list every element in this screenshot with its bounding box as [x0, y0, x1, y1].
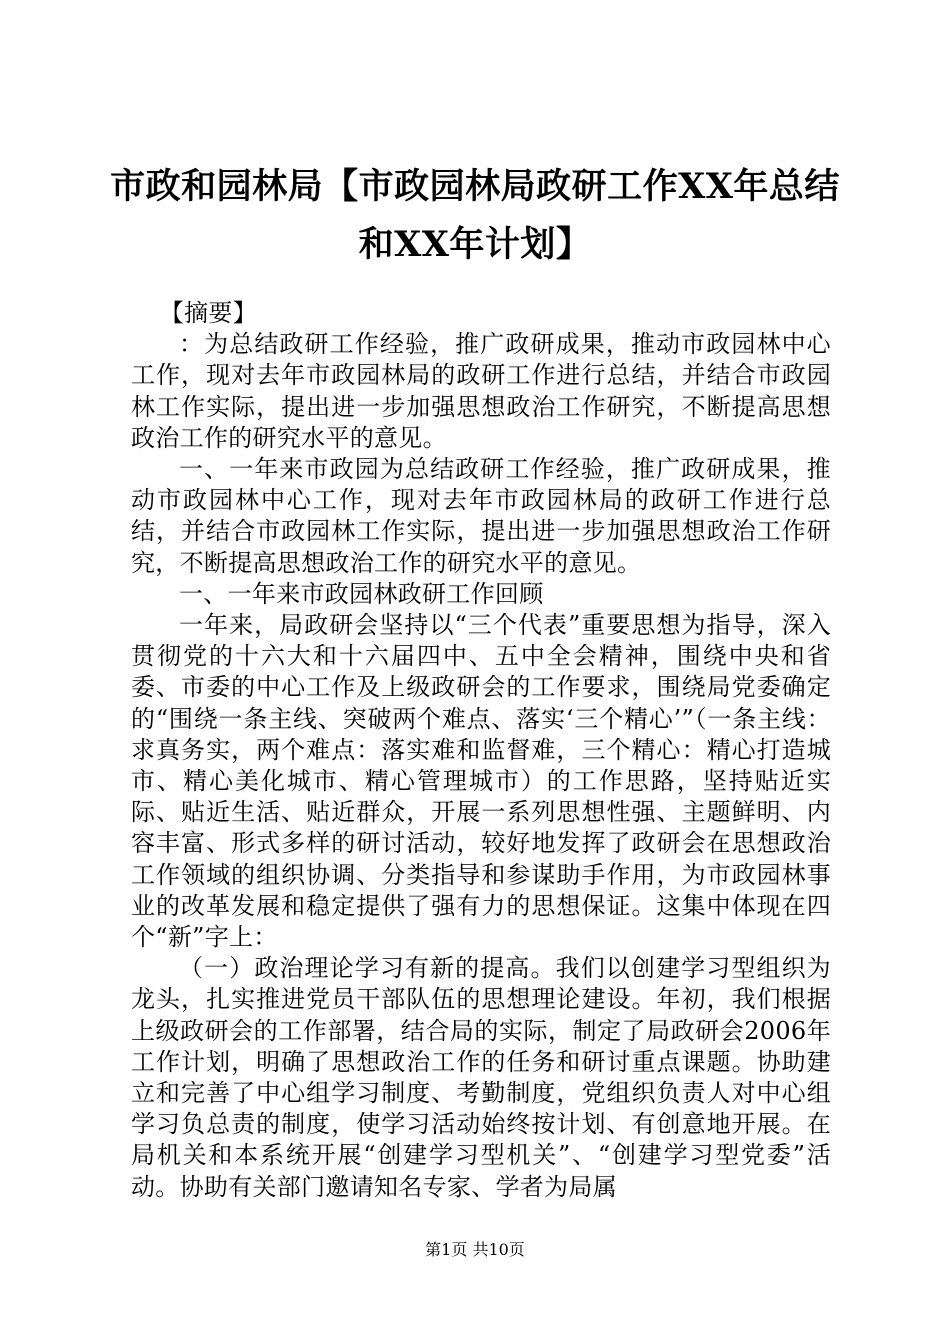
document-body	[131, 298, 831, 1203]
abstract-label: 【摘要】	[159, 299, 257, 327]
page-number: 第1页 共10页	[425, 1240, 525, 1259]
body-paragraph: （一）政治理论学习有新的提高。我们以创建学习型组织为龙头，扎实推进党员干部队伍的思想理论建设。年初，我们根据上级政研会的工作部署，结合局的实际，制定了局政研会2006年工作计划，明确了思想政治工作的任务和研讨重点课题。协助建立和完善了中心组学习制度、考勤制度，党组织负责人对中心组学习负总责的制度，使学习活动始终按计划、有创意地开展。在局机关和本系统开展“创建学习型机关”、“创建学习型党委”活动。协助有关部门邀请知名专家、学者为局属	[131, 954, 831, 1201]
body-paragraph: 一年来，局政研会坚持以“三个代表”重要思想为指导，深入贯彻党的十六大和十六届四中、五中全会精神，围绕中央和省委、市委的中心工作及上级政研会的工作要求，围绕局党委确定的“围绕一条主线、突破两个难点、落实‘三个精心’”（一条主线：求真务实，两个难点：落实难和监督难，三个精心：精心打造城市、精心美化城市、精心管理城市）的工作思路，坚持贴近实际、贴近生活、贴近群众，开展一系列思想性强、主题鲜明、内容丰富、形式多样的研讨活动，较好地发挥了政研会在思想政治工作领域的组织协调、分类指导和参谋助手作用，为市政园林事业的改革发展和稳定提供了强有力的思想保证。这集中体现在四个“新”字上：	[131, 611, 831, 952]
document-title: 市政和园林局【市政园林局政研工作XX年总结和XX年计划】	[110, 166, 840, 265]
section-heading: 一、一年来市政园林政研工作回顾	[179, 579, 544, 608]
page-footer	[0, 1240, 950, 1260]
abstract-paragraph: ：为总结政研工作经验，推广政研成果，推动市政园林中心工作，现对去年市政园林局的政研工作进行总结，并结合市政园林工作实际，提出进一步加强思想政治工作研究，不断提高思想政治工作的研究水平的意见。	[131, 330, 831, 452]
body-paragraph: 一、一年来市政园为总结政研工作经验，推广政研成果，推动市政园林中心工作，现对去年市政园林局的政研工作进行总结，并结合市政园林工作实际，提出进一步加强思想政治工作研究，不断提高思想政治工作的研究水平的意见。	[131, 455, 831, 577]
